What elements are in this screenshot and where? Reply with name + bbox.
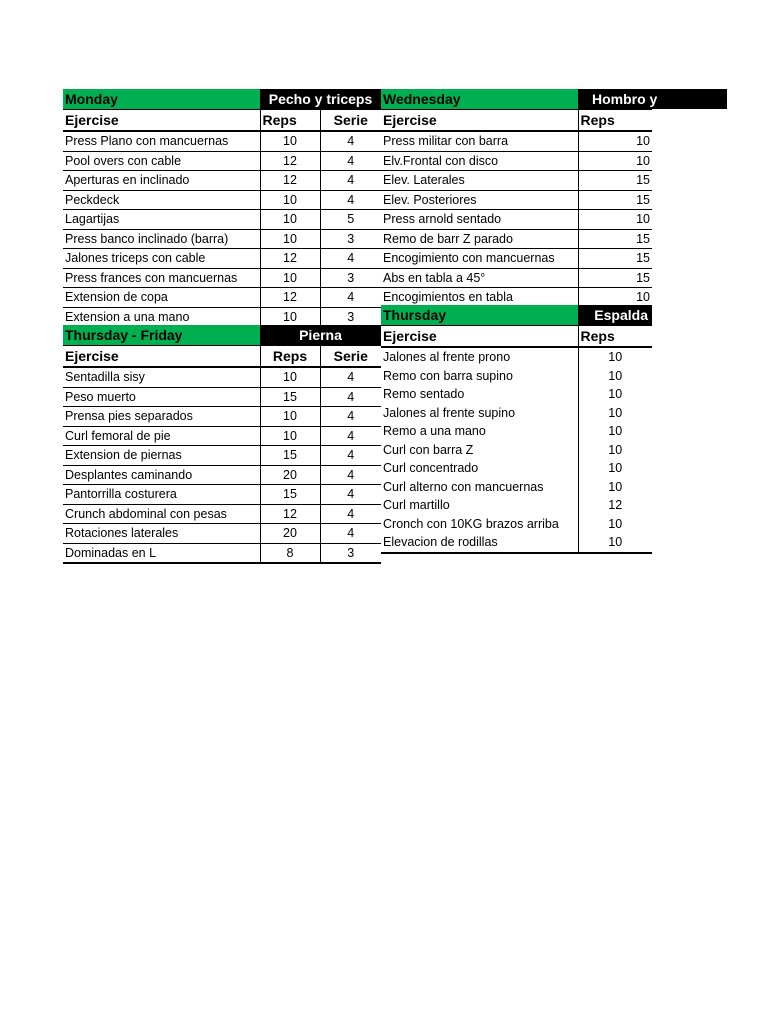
table-row bbox=[63, 524, 381, 544]
serie-cell: 4 bbox=[320, 190, 381, 210]
exercise-cell: Prensa pies separados bbox=[63, 407, 260, 427]
wednesday-title-row bbox=[381, 89, 652, 110]
exercise-cell: Crunch abdominal con pesas bbox=[63, 504, 260, 524]
reps-cell: 10 bbox=[260, 367, 320, 387]
thursday-title-row bbox=[381, 305, 652, 326]
serie-cell: 4 bbox=[320, 485, 381, 505]
serie-cell: 4 bbox=[320, 407, 381, 427]
reps-cell: 10 bbox=[608, 387, 623, 402]
serie-cell: 4 bbox=[320, 446, 381, 466]
column-header-serie: Serie bbox=[320, 346, 381, 368]
table-row bbox=[63, 131, 381, 151]
column-header-reps: Reps bbox=[578, 326, 652, 348]
serie-cell: 4 bbox=[320, 367, 381, 387]
table-row bbox=[381, 151, 652, 171]
exercise-cell: Jalones al frente supino bbox=[381, 404, 578, 423]
thursday-header-row bbox=[381, 326, 652, 348]
serie-cell: 3 bbox=[320, 307, 381, 327]
table-row bbox=[381, 478, 652, 497]
exercise-cell: Press banco inclinado (barra) bbox=[63, 229, 260, 249]
reps-cell: 12 bbox=[260, 249, 320, 269]
table-row bbox=[381, 190, 652, 210]
wednesday-table bbox=[381, 89, 658, 309]
thursday-friday-day-label: Thursday - Friday bbox=[63, 325, 260, 346]
exercise-cell: Jalones triceps con cable bbox=[63, 249, 260, 269]
serie-cell: 4 bbox=[320, 504, 381, 524]
table-row bbox=[381, 533, 652, 553]
exercise-cell: Extension de piernas bbox=[63, 446, 260, 466]
column-header-exercise: Ejercise bbox=[63, 346, 260, 368]
exercise-cell: Lagartijas bbox=[63, 210, 260, 230]
serie-cell: 4 bbox=[320, 465, 381, 485]
table-row bbox=[63, 485, 381, 505]
exercise-cell: Encogimientos en tabla bbox=[381, 288, 578, 308]
table-row bbox=[381, 229, 652, 249]
exercise-cell: Elev. Laterales bbox=[381, 171, 578, 191]
exercise-cell: Elv.Frontal con disco bbox=[381, 151, 578, 171]
exercise-cell: Remo a una mano bbox=[381, 422, 578, 441]
table-row bbox=[63, 210, 381, 230]
monday-day-label: Monday bbox=[63, 89, 260, 110]
reps-cell: 10 bbox=[608, 479, 623, 494]
reps-cell: 10 bbox=[608, 442, 623, 457]
table-row bbox=[63, 249, 381, 269]
exercise-cell: Elevacion de rodillas bbox=[381, 533, 578, 553]
reps-cell: 10 bbox=[578, 533, 652, 553]
table-row bbox=[63, 307, 381, 327]
serie-cell: 4 bbox=[320, 387, 381, 407]
column-header-reps: Reps bbox=[260, 110, 320, 132]
table-row bbox=[381, 422, 652, 441]
exercise-cell: Abs en tabla a 45° bbox=[381, 268, 578, 288]
reps-cell: 15 bbox=[260, 446, 320, 466]
reps-cell: 15 bbox=[578, 229, 652, 249]
exercise-cell: Press Plano con mancuernas bbox=[63, 131, 260, 151]
reps-cell: 10 bbox=[608, 350, 623, 365]
reps-cell: 15 bbox=[260, 387, 320, 407]
reps-cell: 12 bbox=[260, 151, 320, 171]
table-row bbox=[381, 347, 652, 367]
serie-cell: 4 bbox=[320, 151, 381, 171]
reps-cell: 15 bbox=[578, 268, 652, 288]
table-row bbox=[381, 515, 652, 534]
exercise-cell: Curl con barra Z bbox=[381, 441, 578, 460]
exercise-cell: Pantorrilla costurera bbox=[63, 485, 260, 505]
exercise-cell: Peso muerto bbox=[63, 387, 260, 407]
reps-cell: 10 bbox=[608, 405, 623, 420]
reps-cell: 15 bbox=[578, 249, 652, 269]
table-row bbox=[63, 171, 381, 191]
reps-cell: 20 bbox=[260, 524, 320, 544]
reps-cell: 10 bbox=[578, 131, 652, 151]
reps-cell: 15 bbox=[578, 171, 652, 191]
reps-cell: 10 bbox=[578, 288, 652, 308]
column-header-exercise: Ejercise bbox=[381, 326, 578, 348]
exercise-cell: Remo con barra supino bbox=[381, 367, 578, 386]
exercise-cell: Desplantes caminando bbox=[63, 465, 260, 485]
serie-cell: 4 bbox=[320, 131, 381, 151]
reps-cell: 10 bbox=[260, 307, 320, 327]
exercise-cell: Press arnold sentado bbox=[381, 210, 578, 230]
table-row bbox=[381, 385, 652, 404]
reps-cell: 10 bbox=[260, 190, 320, 210]
wednesday-header-row bbox=[381, 110, 652, 132]
reps-cell: 12 bbox=[260, 288, 320, 308]
exercise-cell: Jalones al frente prono bbox=[381, 347, 578, 367]
table-row bbox=[63, 465, 381, 485]
table-row bbox=[63, 504, 381, 524]
table-row bbox=[63, 151, 381, 171]
reps-cell: 10 bbox=[608, 368, 623, 383]
exercise-cell: Curl alterno con mancuernas bbox=[381, 478, 578, 497]
exercise-cell: Extension a una mano bbox=[63, 307, 260, 327]
table-row bbox=[63, 288, 381, 308]
wednesday-muscle-text: Hombro y bbox=[592, 91, 658, 107]
column-header-exercise: Ejercise bbox=[63, 110, 260, 132]
reps-cell: 10 bbox=[578, 210, 652, 230]
monday-muscle-label: Pecho y triceps bbox=[260, 89, 381, 110]
exercise-cell: Cronch con 10KG brazos arriba bbox=[381, 515, 578, 534]
thursday-friday-muscle-label: Pierna bbox=[260, 325, 381, 346]
exercise-cell: Curl concentrado bbox=[381, 459, 578, 478]
table-row bbox=[63, 190, 381, 210]
column-header-reps: Reps bbox=[578, 110, 652, 132]
table-row bbox=[381, 131, 652, 151]
reps-cell: 12 bbox=[608, 498, 623, 513]
reps-cell: 10 bbox=[608, 516, 623, 531]
table-row bbox=[63, 229, 381, 249]
exercise-cell: Rotaciones laterales bbox=[63, 524, 260, 544]
reps-cell: 10 bbox=[260, 229, 320, 249]
table-row bbox=[381, 268, 652, 288]
exercise-cell: Peckdeck bbox=[63, 190, 260, 210]
table-row bbox=[381, 496, 652, 515]
table-row bbox=[63, 543, 381, 563]
wednesday-muscle-label bbox=[578, 89, 658, 110]
exercise-cell: Dominadas en L bbox=[63, 543, 260, 563]
thursday-friday-title-row bbox=[63, 325, 381, 346]
table-row bbox=[63, 367, 381, 387]
reps-cell: 10 bbox=[260, 131, 320, 151]
serie-cell: 3 bbox=[320, 543, 381, 563]
reps-cell: 10 bbox=[608, 424, 623, 439]
column-header-reps: Reps bbox=[260, 346, 320, 368]
reps-cell: 10 bbox=[260, 426, 320, 446]
exercise-cell: Elev. Posteriores bbox=[381, 190, 578, 210]
monday-table bbox=[63, 89, 381, 328]
reps-cell: 12 bbox=[260, 171, 320, 191]
serie-cell: 3 bbox=[320, 268, 381, 288]
table-row bbox=[381, 249, 652, 269]
exercise-cell: Encogimiento con mancuernas bbox=[381, 249, 578, 269]
serie-cell: 3 bbox=[320, 229, 381, 249]
reps-cell: 10 bbox=[260, 268, 320, 288]
column-header-exercise: Ejercise bbox=[381, 110, 578, 132]
exercise-cell: Press frances con mancuernas bbox=[63, 268, 260, 288]
table-row bbox=[381, 441, 652, 460]
table-row bbox=[381, 367, 652, 386]
thursday-table bbox=[381, 305, 652, 554]
table-row bbox=[63, 426, 381, 446]
reps-cell: 10 bbox=[578, 151, 652, 171]
table-row bbox=[381, 459, 652, 478]
reps-cell: 15 bbox=[260, 485, 320, 505]
reps-cell: 8 bbox=[260, 543, 320, 563]
exercise-cell: Press militar con barra bbox=[381, 131, 578, 151]
wednesday-muscle-header-overflow bbox=[652, 89, 727, 109]
serie-cell: 5 bbox=[320, 210, 381, 230]
thursday-muscle-label: Espalda bbox=[578, 305, 652, 326]
reps-cell: 20 bbox=[260, 465, 320, 485]
monday-title-row bbox=[63, 89, 381, 110]
reps-cell: 10 bbox=[608, 461, 623, 476]
thursday-day-label: Thursday bbox=[381, 305, 578, 326]
reps-cell: 12 bbox=[260, 504, 320, 524]
exercise-cell: Curl martillo bbox=[381, 496, 578, 515]
exercise-cell: Remo sentado bbox=[381, 385, 578, 404]
exercise-cell: Extension de copa bbox=[63, 288, 260, 308]
exercise-cell: Pool overs con cable bbox=[63, 151, 260, 171]
exercise-cell: Aperturas en inclinado bbox=[63, 171, 260, 191]
serie-cell: 4 bbox=[320, 249, 381, 269]
reps-cell: 10 bbox=[260, 407, 320, 427]
exercise-cell: Curl femoral de pie bbox=[63, 426, 260, 446]
serie-cell: 4 bbox=[320, 171, 381, 191]
serie-cell: 4 bbox=[320, 524, 381, 544]
exercise-cell: Remo de barr Z parado bbox=[381, 229, 578, 249]
serie-cell: 4 bbox=[320, 288, 381, 308]
monday-header-row bbox=[63, 110, 381, 132]
serie-cell: 4 bbox=[320, 426, 381, 446]
thursday-friday-table bbox=[63, 325, 381, 564]
thursday-friday-header-row bbox=[63, 346, 381, 368]
reps-cell: 10 bbox=[260, 210, 320, 230]
table-row bbox=[381, 404, 652, 423]
table-row bbox=[63, 446, 381, 466]
wednesday-day-label: Wednesday bbox=[381, 89, 578, 110]
table-row bbox=[63, 387, 381, 407]
table-row bbox=[63, 407, 381, 427]
table-row bbox=[381, 210, 652, 230]
column-header-serie: Serie bbox=[320, 110, 381, 132]
table-row bbox=[381, 171, 652, 191]
table-row bbox=[63, 268, 381, 288]
exercise-cell: Sentadilla sisy bbox=[63, 367, 260, 387]
reps-cell: 15 bbox=[578, 190, 652, 210]
